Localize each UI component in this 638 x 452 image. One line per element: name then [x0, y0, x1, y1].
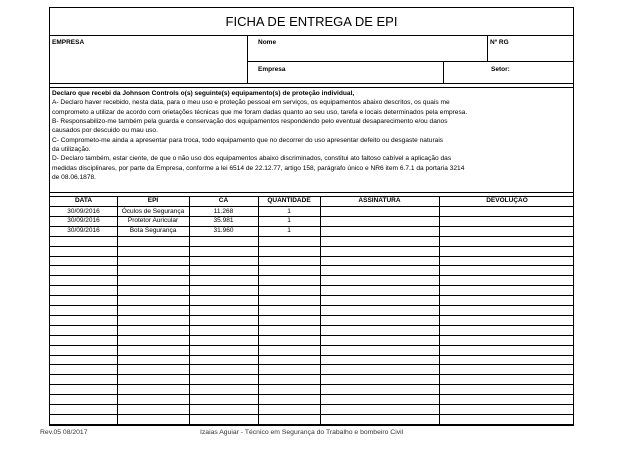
- cell-devolucao[interactable]: [439, 286, 575, 295]
- cell-ca: [189, 296, 258, 305]
- cell-ca: [189, 365, 258, 374]
- table-row: [50, 335, 573, 344]
- cell-data: [50, 405, 117, 414]
- cell-data: [50, 325, 117, 334]
- cell-epi: [117, 355, 189, 364]
- divider: [50, 35, 573, 36]
- cell-epi: [117, 365, 189, 374]
- cell-assinatura[interactable]: [320, 365, 439, 374]
- table-row: [50, 306, 573, 315]
- cell-quantidade: [258, 276, 320, 285]
- cell-quantidade: [258, 296, 320, 305]
- cell-ca: [189, 355, 258, 364]
- cell-epi: Óculos de Segurança: [121, 207, 185, 215]
- cell-data: 30/09/2016: [67, 207, 100, 215]
- cell-assinatura[interactable]: [320, 236, 439, 245]
- cell-data: [50, 286, 117, 295]
- cell-quantidade: [258, 306, 320, 315]
- cell-quantidade: [258, 335, 320, 344]
- cell-devolucao[interactable]: [439, 256, 575, 265]
- cell-assinatura[interactable]: [320, 405, 439, 414]
- table-row: [50, 414, 573, 423]
- cell-epi: [117, 236, 189, 245]
- table-row: [50, 315, 573, 324]
- cell-data: [50, 236, 117, 245]
- col-header-data: DATA: [74, 197, 93, 204]
- declaration-line: comprometo a utilizar de acordo com orietações técnicas que me foram dadas quanto ao seu uso, tarefa e locais determinados pela empresa.: [52, 108, 468, 116]
- cell-ca: [189, 325, 258, 334]
- cell-data: 30/09/2016: [67, 217, 100, 225]
- cell-assinatura[interactable]: [320, 414, 439, 423]
- cell-assinatura[interactable]: [320, 207, 439, 216]
- cell-data: [50, 335, 117, 344]
- cell-devolucao[interactable]: [439, 405, 575, 414]
- cell-data: [50, 385, 117, 394]
- cell-devolucao[interactable]: [439, 207, 575, 216]
- empresa-label: EMPRESA: [52, 39, 85, 46]
- cell-epi: [117, 256, 189, 265]
- cell-quantidade: [258, 286, 320, 295]
- cell-ca: 35.981: [213, 217, 234, 225]
- divider: [247, 61, 574, 62]
- table-row: [50, 345, 573, 354]
- cell-ca: 31.960: [213, 227, 234, 235]
- cell-assinatura[interactable]: [320, 335, 439, 344]
- form-title: FICHA DE ENTREGA DE EPI: [225, 14, 398, 29]
- cell-epi: [117, 296, 189, 305]
- cell-ca: 11.268: [213, 207, 234, 215]
- cell-epi: [117, 395, 189, 404]
- table-row: [50, 296, 573, 305]
- cell-devolucao[interactable]: [439, 296, 575, 305]
- cell-quantidade: [258, 385, 320, 394]
- cell-quantidade: [258, 375, 320, 384]
- cell-assinatura[interactable]: [320, 266, 439, 275]
- cell-ca: [189, 236, 258, 245]
- rg-label: Nº RG: [490, 39, 509, 46]
- table-row: [50, 256, 573, 265]
- declaration-line: medidas disciplinares, por parte da Empresa, conforme a lei 6514 de 22.12.77, artigo 158, parágrafo único e NR6 item 6.7.1 da portaria 3214: [52, 164, 465, 172]
- cell-ca: [189, 395, 258, 404]
- cell-epi: [117, 414, 189, 423]
- table-row: [50, 216, 573, 225]
- table-row: [50, 276, 573, 285]
- cell-quantidade: 1: [287, 227, 291, 235]
- table-row: [50, 236, 573, 245]
- cell-ca: [189, 276, 258, 285]
- cell-ca: [189, 345, 258, 354]
- cell-devolucao[interactable]: [439, 395, 575, 404]
- cell-devolucao[interactable]: [439, 236, 575, 245]
- cell-devolucao[interactable]: [439, 306, 575, 315]
- divider: [443, 61, 444, 83]
- col-header-epi: EPI: [147, 197, 159, 204]
- cell-data: 30/09/2016: [67, 227, 100, 235]
- cell-assinatura[interactable]: [320, 256, 439, 265]
- cell-assinatura[interactable]: [320, 216, 439, 225]
- cell-assinatura[interactable]: [320, 325, 439, 334]
- cell-data: [50, 296, 117, 305]
- cell-devolucao[interactable]: [439, 226, 575, 235]
- cell-data: [50, 276, 117, 285]
- cell-epi: [117, 405, 189, 414]
- cell-assinatura[interactable]: [320, 296, 439, 305]
- cell-data: [50, 365, 117, 374]
- table-row: [50, 365, 573, 374]
- cell-assinatura[interactable]: [320, 395, 439, 404]
- cell-data: [50, 375, 117, 384]
- table-row: [50, 325, 573, 334]
- cell-epi: Bota Segurança: [129, 227, 177, 235]
- cell-data: [50, 355, 117, 364]
- cell-quantidade: [258, 256, 320, 265]
- cell-quantidade: [258, 405, 320, 414]
- setor-label: Setor:: [491, 66, 510, 73]
- cell-epi: [117, 335, 189, 344]
- declaration-line: D- Declaro também, estar ciente, de que o não uso dos equipamentos abaixo discriminados, constitui ato faltoso cabível a aplicação das: [52, 155, 452, 163]
- cell-assinatura[interactable]: [320, 286, 439, 295]
- cell-data: [50, 395, 117, 404]
- author-text: Izaias Aguiar - Técnico em Segurança do Trabalho e bombeiro Civil: [200, 429, 404, 436]
- divider: [487, 35, 488, 61]
- nome-label: Nome: [258, 39, 277, 46]
- cell-epi: [117, 375, 189, 384]
- cell-devolucao[interactable]: [439, 315, 575, 324]
- cell-assinatura[interactable]: [320, 306, 439, 315]
- table-row: [50, 286, 573, 295]
- col-header-quantidade: QUANTIDADE: [267, 197, 311, 204]
- cell-quantidade: [258, 266, 320, 275]
- declaration-line: Declaro que recebi da Johnson Controls o(s) seguinte(s) equipamento(s) de proteção individual,: [52, 90, 355, 97]
- table-row: [50, 207, 573, 216]
- cell-quantidade: [258, 414, 320, 423]
- table-row: [50, 246, 573, 255]
- cell-data: [50, 256, 117, 265]
- cell-assinatura[interactable]: [320, 315, 439, 324]
- divider: [50, 192, 573, 193]
- cell-epi: [117, 246, 189, 255]
- col-header-assinatura: ASSINATURA: [358, 197, 401, 204]
- col-header-devolucao: DEVOLUÇÃO: [486, 197, 528, 204]
- cell-assinatura[interactable]: [320, 375, 439, 384]
- declaration-text: [52, 89, 572, 182]
- cell-data: [50, 306, 117, 315]
- cell-ca: [189, 385, 258, 394]
- table-row: [50, 405, 573, 414]
- cell-quantidade: [258, 325, 320, 334]
- table-row: [50, 355, 573, 364]
- table-row: [50, 385, 573, 394]
- cell-ca: [189, 286, 258, 295]
- cell-ca: [189, 405, 258, 414]
- declaration-line: causados por descuido ou mau uso.: [52, 127, 158, 135]
- col-header-ca: CA: [218, 197, 229, 204]
- cell-ca: [189, 375, 258, 384]
- divider: [50, 83, 573, 84]
- cell-data: [50, 315, 117, 324]
- divider: [50, 87, 573, 88]
- cell-epi: [117, 306, 189, 315]
- cell-assinatura[interactable]: [320, 385, 439, 394]
- cell-devolucao[interactable]: [439, 276, 575, 285]
- cell-epi: [117, 325, 189, 334]
- cell-devolucao[interactable]: [439, 335, 575, 344]
- cell-ca: [189, 414, 258, 423]
- cell-epi: [117, 286, 189, 295]
- cell-ca: [189, 306, 258, 315]
- cell-assinatura[interactable]: [320, 345, 439, 354]
- cell-quantidade: [258, 246, 320, 255]
- cell-epi: [117, 266, 189, 275]
- cell-ca: [189, 315, 258, 324]
- empresa2-label: Empresa: [258, 66, 286, 73]
- cell-devolucao[interactable]: [439, 345, 575, 354]
- cell-epi: [117, 276, 189, 285]
- cell-epi: [117, 345, 189, 354]
- declaration-line: C- Comprometo-me ainda a apresentar para troca, todo equipamento que no decorrer do uso apresentar defeito ou desgaste naturais: [52, 136, 444, 144]
- cell-devolucao[interactable]: [439, 385, 575, 394]
- cell-quantidade: [258, 355, 320, 364]
- cell-ca: [189, 335, 258, 344]
- cell-data: [50, 345, 117, 354]
- cell-quantidade: [258, 315, 320, 324]
- cell-ca: [189, 246, 258, 255]
- cell-assinatura[interactable]: [320, 226, 439, 235]
- declaration-line: B- Responsabilizo-me também pela guarda e conservação dos equipamentos respondendo pelo eventual desaparecimento e/ou danos: [52, 118, 448, 126]
- cell-devolucao[interactable]: [439, 266, 575, 275]
- table-row: [50, 395, 573, 404]
- cell-data: [50, 414, 117, 423]
- cell-quantidade: 1: [287, 207, 291, 215]
- cell-quantidade: [258, 365, 320, 374]
- table-row: [50, 266, 573, 275]
- declaration-line: de 08.06.1878.: [52, 174, 96, 182]
- cell-quantidade: [258, 345, 320, 354]
- cell-ca: [189, 266, 258, 275]
- cell-data: [50, 266, 117, 275]
- cell-devolucao[interactable]: [439, 216, 575, 225]
- cell-epi: [117, 315, 189, 324]
- cell-devolucao[interactable]: [439, 325, 575, 334]
- cell-quantidade: 1: [287, 217, 291, 225]
- cell-devolucao[interactable]: [439, 414, 575, 423]
- epi-form: [49, 7, 574, 426]
- cell-assinatura[interactable]: [320, 246, 439, 255]
- table-row-line: [50, 424, 573, 425]
- cell-assinatura[interactable]: [320, 355, 439, 364]
- cell-devolucao[interactable]: [439, 365, 575, 374]
- cell-devolucao[interactable]: [439, 246, 575, 255]
- table-row: [50, 226, 573, 235]
- cell-devolucao[interactable]: [439, 355, 575, 364]
- cell-epi: [117, 385, 189, 394]
- divider: [247, 35, 248, 83]
- revision-text: Rev.05 08/2017: [40, 429, 88, 436]
- cell-assinatura[interactable]: [320, 276, 439, 285]
- cell-devolucao[interactable]: [439, 375, 575, 384]
- declaration-line: A- Declaro haver recebido, nesta data, para o meu uso e proteção pessoal em serviços, os equipamentos abaixo descritos, os quais me: [52, 99, 450, 107]
- cell-data: [50, 246, 117, 255]
- cell-quantidade: [258, 395, 320, 404]
- cell-ca: [189, 256, 258, 265]
- cell-quantidade: [258, 236, 320, 245]
- cell-epi: Protetor Auricular: [127, 217, 179, 225]
- table-row: [50, 375, 573, 384]
- declaration-line: da utilização.: [52, 146, 91, 154]
